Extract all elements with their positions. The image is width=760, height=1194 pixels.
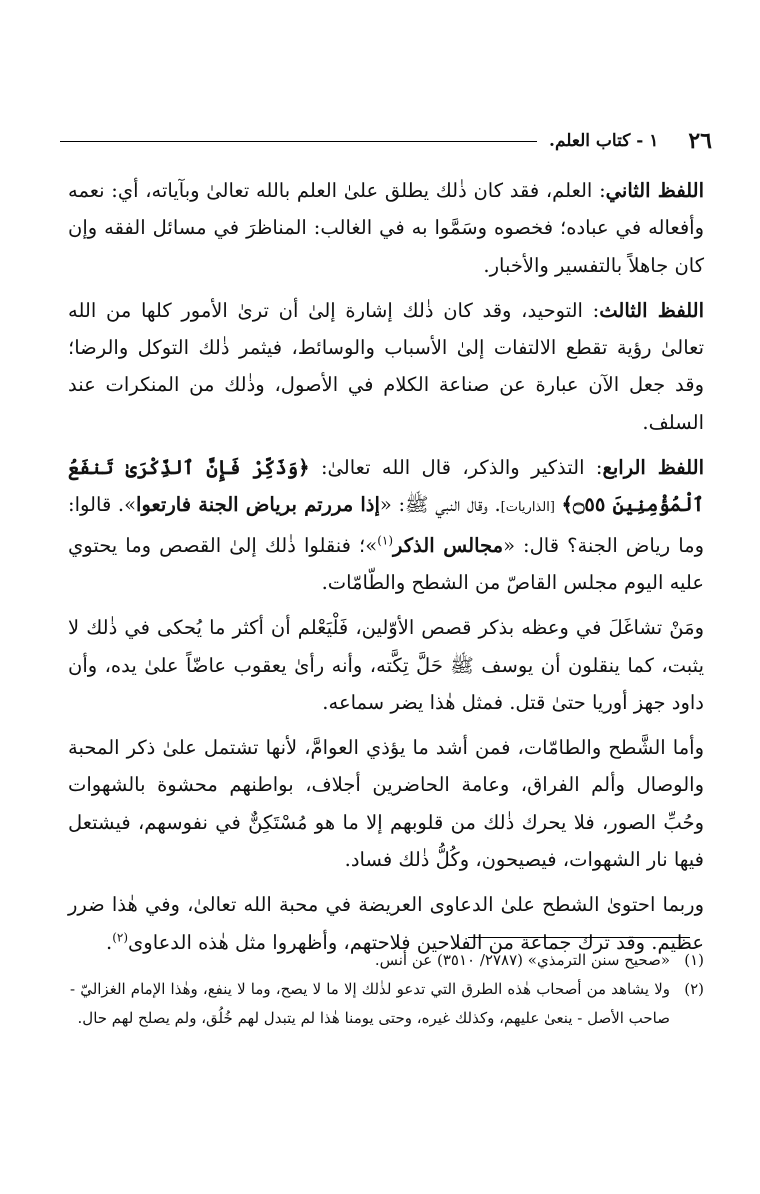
surah-reference: [الذاريات] bbox=[500, 500, 555, 516]
footnote-number: (٢) bbox=[684, 980, 704, 998]
term-heading: اللفظ الرابع bbox=[602, 456, 704, 480]
footnote-rule bbox=[468, 937, 690, 938]
main-text bbox=[68, 172, 704, 969]
footnote-text: «صحيح سنن الترمذي» (٢٧٨٧/ ٣٥١٠) عن أنس. bbox=[374, 951, 670, 969]
footnote-number: (١) bbox=[684, 951, 704, 969]
paragraph-stories bbox=[68, 609, 704, 721]
paragraph-text: : التذكير والذكر، قال الله تعالىٰ: bbox=[309, 456, 603, 480]
footnote bbox=[70, 946, 704, 975]
paragraph-text: وأما الشَّطح والطامّات، فمن أشد ما يؤذي العوامَّ، لأنها تشتمل علىٰ ذكر المحبة والوصال وألم الفراق، وعامة الحاضرين أجلاف، بواطنهم محشوة بالشهوات وحُبِّ الصور، فلا يحرك ذٰلك من قلوبهم إلا ما هو مُسْتَكِنٌّ في نفوسهم، فيشتعل فيها نار الشهوات، فيصيحون، وكُلُّ ذٰلك فساد. bbox=[68, 736, 704, 872]
paragraph-text: ». قالوا: وما رياض الجنة؟ قال: « bbox=[68, 493, 705, 557]
hadith-text: مجالس الذكر bbox=[393, 533, 504, 557]
paragraph-end: . bbox=[105, 930, 113, 954]
footnote-text: ولا يشاهد من أصحاب هٰذه الطرق التي تدعو لذٰلك إلا ما لا يصح، وما لا ينفع، وهٰذا الإمام الغزاليّ - صاحب الأصل - ينعىٰ عليهم، وكذلك غيره، وحتى يومنا هٰذا لم يتبدل لهم خُلُق، ولم يصلح لهم حال. bbox=[70, 980, 670, 1027]
paragraph-third-term bbox=[68, 292, 704, 441]
term-heading: اللفظ الثالث bbox=[599, 298, 704, 322]
footnotes bbox=[70, 946, 704, 1033]
paragraph-text: . وقال النبي ﷺ: « bbox=[379, 493, 501, 517]
footnote-ref[interactable]: (٢) bbox=[112, 930, 129, 945]
paragraph-text: »؛ فنقلوا ذٰلك إلىٰ القصص وما يحتوي عليه اليوم مجلس القاصّ من الشطح والطّامّات. bbox=[68, 533, 704, 594]
paragraph-text: : التوحيد، وقد كان ذٰلك إشارة إلىٰ أن ترىٰ الأمور كلها من الله تعالىٰ رؤية تقطع الالتفات إلىٰ الأسباب والوسائط، فيثمر ذٰلك التوكل والرضا؛ وقد جعل الآن عبارة عن صناعة الكلام في الأصول، وذٰلك من المنكرات عند السلف. bbox=[68, 298, 704, 434]
paragraph-shath bbox=[68, 729, 704, 878]
paragraph-fourth-term bbox=[68, 449, 704, 601]
paragraph-text: ومَنْ تشاغَلَ في وعظه بذكر قصص الأوّلين، فَلْيَعْلم أن أكثر ما يُحكى في ذٰلك لا يثبت، كما ينقلون أن يوسف ﷺ حَلَّ تِكَّته، وأنه رأىٰ يعقوب عاضّاً علىٰ يده، وأن داود جهز أوريا حتىٰ قتل. فمثل هٰذا يضر سماعه. bbox=[68, 616, 704, 714]
hadith-text: إذا مررتم برياض الجنة فارتعوا bbox=[136, 493, 380, 517]
quran-verse: ﴿وَذَكِّرْ فَإِنَّ ٱلذِّكْرَىٰ تَنفَعُ ٱلْمُؤْمِنِينَ ۝٥٥﴾ bbox=[68, 456, 704, 517]
paragraph-text: : العلم، فقد كان ذٰلك يطلق علىٰ العلم بالله تعالىٰ وبآياته، أي: نعمه وأفعاله في عباده؛ فخصوه وسَمَّوا به في الغالب: المناظرَ في مسائل الفقه وإن كان جاهلاً بالتفسير والأخبار. bbox=[68, 179, 704, 277]
page-number: ٢٦ bbox=[688, 128, 712, 154]
page-header bbox=[60, 124, 712, 158]
header-rule bbox=[60, 141, 537, 142]
term-heading: اللفظ الثاني bbox=[605, 179, 704, 202]
paragraph-second-term bbox=[68, 172, 704, 284]
paragraph-text: وربما احتوىٰ الشطح علىٰ الدعاوى العريضة في محبة الله تعالىٰ، وفي هٰذا ضرر عظيم. وقد ترك جماعة من الفلاحين فلاحتهم، وأظهروا مثل هٰذه الدعاوى bbox=[68, 893, 704, 954]
chapter-title: ١ - كتاب العلم. bbox=[549, 131, 659, 151]
footnote-ref[interactable]: (١) bbox=[377, 533, 394, 548]
footnote bbox=[70, 975, 704, 1033]
